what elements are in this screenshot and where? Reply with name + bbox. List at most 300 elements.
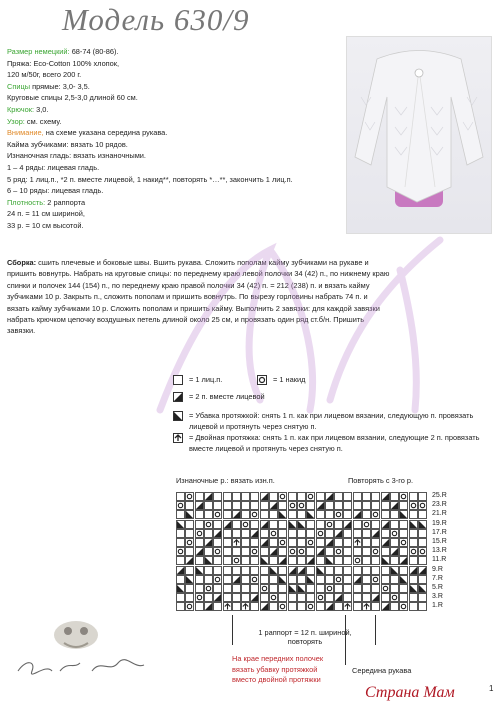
chart-cell bbox=[195, 566, 204, 575]
chart-cell bbox=[306, 566, 315, 575]
chart-cell bbox=[232, 556, 241, 565]
chart-cell bbox=[195, 538, 204, 547]
rapport-line1: 1 раппорт = 12 п. шириной, bbox=[258, 628, 352, 637]
chart-cell bbox=[213, 501, 222, 510]
chart-cell bbox=[195, 584, 204, 593]
chart-cell bbox=[269, 510, 278, 519]
chart-cell bbox=[334, 538, 343, 547]
chart-cell bbox=[371, 556, 380, 565]
chart-cell bbox=[353, 510, 362, 519]
chart-cell bbox=[343, 520, 352, 529]
chart-cell bbox=[185, 593, 194, 602]
chart-cell bbox=[353, 538, 362, 547]
chart-cell bbox=[241, 547, 250, 556]
chart-cell bbox=[334, 575, 343, 584]
pattern-label: Узор: bbox=[7, 116, 25, 126]
chart-cell bbox=[232, 593, 241, 602]
row-label: 25.R bbox=[432, 492, 447, 499]
chart-cell bbox=[418, 575, 427, 584]
chart-cell bbox=[241, 593, 250, 602]
chart-cell bbox=[334, 510, 343, 519]
chart-cell bbox=[409, 529, 418, 538]
attention-label: Внимание, bbox=[7, 128, 44, 138]
chart-cell bbox=[343, 556, 352, 565]
spec-rows1: 1 – 4 ряды: лицевая гладь. bbox=[7, 162, 100, 172]
chart-cell bbox=[176, 566, 185, 575]
chart-cell bbox=[213, 520, 222, 529]
chart-cell bbox=[362, 556, 371, 565]
chart-cell bbox=[260, 492, 269, 501]
chart-cell bbox=[343, 538, 352, 547]
chart-cell bbox=[223, 547, 232, 556]
chart-cell bbox=[288, 566, 297, 575]
chart-cell bbox=[260, 556, 269, 565]
chart-cell bbox=[325, 547, 334, 556]
chart-cell bbox=[418, 556, 427, 565]
chart-cell bbox=[176, 556, 185, 565]
knit-symbol bbox=[173, 375, 183, 385]
chart-cell bbox=[353, 566, 362, 575]
chart-cell bbox=[223, 593, 232, 602]
chart-cell bbox=[213, 538, 222, 547]
chart-cell bbox=[204, 566, 213, 575]
chart-cell bbox=[223, 501, 232, 510]
chart-cell bbox=[223, 602, 232, 611]
chart-cell bbox=[371, 492, 380, 501]
chart-cell bbox=[399, 538, 408, 547]
chart-cell bbox=[269, 501, 278, 510]
chart-cell bbox=[204, 556, 213, 565]
chart-cell bbox=[185, 602, 194, 611]
chart-cell bbox=[269, 575, 278, 584]
chart-cell bbox=[371, 593, 380, 602]
chart-cell bbox=[232, 520, 241, 529]
chart-cell bbox=[381, 501, 390, 510]
chart-cell bbox=[316, 492, 325, 501]
ssk-label: = Убавка протяжкой: снять 1 п. как при лицевом вязании, следующую п. провязать лицевой и протянуть через снятую п. bbox=[189, 411, 474, 431]
chart-cell bbox=[418, 566, 427, 575]
chart-cell bbox=[297, 602, 306, 611]
chart-cell bbox=[250, 584, 259, 593]
chart-cell bbox=[353, 556, 362, 565]
chart-cell bbox=[241, 575, 250, 584]
spec-border: Кайма зубчиками: вязать 10 рядов. bbox=[7, 139, 128, 149]
chart-cell bbox=[241, 584, 250, 593]
chart-cell bbox=[306, 547, 315, 556]
chart-cell bbox=[390, 556, 399, 565]
chart-cell bbox=[306, 584, 315, 593]
chart-cell bbox=[185, 547, 194, 556]
chart-cell bbox=[316, 520, 325, 529]
chart-cell bbox=[213, 566, 222, 575]
chart-cell bbox=[260, 538, 269, 547]
chart-cell bbox=[278, 529, 287, 538]
chart-cell bbox=[316, 547, 325, 556]
chart-cell bbox=[381, 492, 390, 501]
chart-cell bbox=[176, 520, 185, 529]
chart-cell bbox=[288, 593, 297, 602]
chart-cell bbox=[288, 538, 297, 547]
chart-cell bbox=[269, 520, 278, 529]
chart-cell bbox=[250, 593, 259, 602]
chart-cell bbox=[390, 510, 399, 519]
chart-cell bbox=[409, 602, 418, 611]
chart-cell bbox=[306, 556, 315, 565]
chart-cell bbox=[381, 538, 390, 547]
chart-cell bbox=[353, 501, 362, 510]
chart-cell bbox=[185, 556, 194, 565]
chart-cell bbox=[241, 520, 250, 529]
chart-cell bbox=[288, 584, 297, 593]
density-value: 2 раппорта bbox=[47, 197, 86, 207]
chart-cell bbox=[297, 492, 306, 501]
chart-cell bbox=[343, 529, 352, 538]
chart-cell bbox=[418, 538, 427, 547]
chart-cell bbox=[176, 547, 185, 556]
purl-rows-note: Изнаночные р.: вязать изн.п. bbox=[176, 476, 275, 485]
chart-cell bbox=[288, 556, 297, 565]
chart-cell bbox=[409, 584, 418, 593]
chart-cell bbox=[362, 501, 371, 510]
signature-logo bbox=[6, 613, 151, 683]
spec-yarn2: 120 м/50г, всего 200 г. bbox=[7, 70, 82, 80]
chart-cell bbox=[278, 602, 287, 611]
chart-cell bbox=[213, 529, 222, 538]
chart-cell bbox=[223, 566, 232, 575]
chart-cell bbox=[409, 575, 418, 584]
chart-cell bbox=[325, 492, 334, 501]
sleeve-center-label: Середина рукава bbox=[352, 666, 412, 675]
chart-cell bbox=[260, 593, 269, 602]
chart-cell bbox=[371, 584, 380, 593]
chart-cell bbox=[334, 602, 343, 611]
assembly-label: Сборка: bbox=[7, 258, 37, 267]
chart-cell bbox=[232, 547, 241, 556]
rapport-note bbox=[240, 628, 370, 646]
repeat-note: Повторять с 3-го р. bbox=[348, 476, 414, 485]
chart-cell bbox=[353, 529, 362, 538]
chart-cell bbox=[269, 602, 278, 611]
chart-cell bbox=[371, 520, 380, 529]
chart-cell bbox=[204, 510, 213, 519]
chart-cell bbox=[288, 510, 297, 519]
spec-row5: 5 ряд: 1 лиц.п., *2 п. вместе лицевой, 1 накид**, повторять *…**, закончить 1 лиц.п. bbox=[7, 174, 293, 184]
chart-cell bbox=[390, 584, 399, 593]
chart-cell bbox=[223, 492, 232, 501]
chart-cell bbox=[278, 501, 287, 510]
chart-cell bbox=[325, 529, 334, 538]
chart-cell bbox=[195, 520, 204, 529]
chart-cell bbox=[232, 538, 241, 547]
chart-cell bbox=[288, 501, 297, 510]
chart-cell bbox=[260, 566, 269, 575]
chart-cell bbox=[213, 575, 222, 584]
chart-cell bbox=[278, 547, 287, 556]
chart-cell bbox=[241, 556, 250, 565]
spec-hook bbox=[7, 104, 337, 116]
legend-k2tog bbox=[173, 392, 265, 403]
chart-cell bbox=[204, 538, 213, 547]
row-label: 9.R bbox=[432, 565, 443, 573]
chart-cell bbox=[213, 510, 222, 519]
chart-cell bbox=[390, 492, 399, 501]
chart-cell bbox=[269, 529, 278, 538]
chart-cell bbox=[409, 520, 418, 529]
chart-cell bbox=[325, 520, 334, 529]
repeat-left-line bbox=[232, 615, 233, 645]
chart-cell bbox=[334, 556, 343, 565]
chart-cell bbox=[223, 510, 232, 519]
chart-cell bbox=[316, 602, 325, 611]
spec-pattern bbox=[7, 116, 337, 128]
spec-needles bbox=[7, 81, 337, 93]
chart-cell bbox=[185, 492, 194, 501]
chart-cell bbox=[325, 538, 334, 547]
chart-cell bbox=[353, 593, 362, 602]
row-label: 5.R bbox=[432, 584, 443, 591]
spec-density bbox=[7, 197, 337, 209]
size-label: Размер немецкий: bbox=[7, 47, 70, 56]
chart-cell bbox=[204, 520, 213, 529]
chart-cell bbox=[250, 501, 259, 510]
chart-cell bbox=[241, 492, 250, 501]
chart-cell bbox=[213, 584, 222, 593]
chart-cell bbox=[204, 492, 213, 501]
chart-cell bbox=[278, 510, 287, 519]
chart-cell bbox=[381, 547, 390, 556]
chart-cell bbox=[399, 602, 408, 611]
chart-cell bbox=[316, 538, 325, 547]
chart-cell bbox=[232, 602, 241, 611]
chart-cell bbox=[297, 584, 306, 593]
chart-cell bbox=[297, 510, 306, 519]
chart-cell bbox=[185, 538, 194, 547]
chart-cell bbox=[278, 520, 287, 529]
chart-cell bbox=[390, 575, 399, 584]
pattern-value: см. схему. bbox=[26, 116, 62, 126]
chart-cell bbox=[390, 520, 399, 529]
chart-cell bbox=[353, 520, 362, 529]
chart-cell bbox=[213, 593, 222, 602]
chart-cell bbox=[306, 529, 315, 538]
chart-cell bbox=[353, 547, 362, 556]
chart-cell bbox=[185, 510, 194, 519]
chart-cell bbox=[316, 510, 325, 519]
chart-cell bbox=[306, 510, 315, 519]
chart-cell bbox=[325, 556, 334, 565]
chart-cell bbox=[343, 547, 352, 556]
model-title: Модель 630/9 bbox=[62, 2, 250, 37]
chart-cell bbox=[241, 566, 250, 575]
chart-cell bbox=[371, 547, 380, 556]
yo-label: = 1 накид bbox=[273, 375, 306, 384]
chart-cell bbox=[343, 602, 352, 611]
chart-cell bbox=[399, 520, 408, 529]
chart-cell bbox=[204, 593, 213, 602]
chart-cell bbox=[195, 492, 204, 501]
chart-cell bbox=[204, 602, 213, 611]
chart-cell bbox=[176, 584, 185, 593]
row-label: 1.R bbox=[432, 602, 443, 610]
chart-cell bbox=[306, 602, 315, 611]
chart-cell bbox=[418, 547, 427, 556]
chart-cell bbox=[176, 529, 185, 538]
chart-cell bbox=[381, 566, 390, 575]
repeat-right-line bbox=[375, 615, 376, 645]
chart-cell bbox=[409, 593, 418, 602]
chart-cell bbox=[232, 575, 241, 584]
chart-cell bbox=[232, 501, 241, 510]
chart-cell bbox=[362, 593, 371, 602]
chart-cell bbox=[195, 510, 204, 519]
chart-cell bbox=[204, 547, 213, 556]
row-label: 19.R bbox=[432, 519, 447, 527]
chart-cell bbox=[204, 575, 213, 584]
chart-cell bbox=[334, 492, 343, 501]
chart-cell bbox=[176, 501, 185, 510]
chart-cell bbox=[390, 538, 399, 547]
chart-cell bbox=[316, 584, 325, 593]
chart-cell bbox=[241, 538, 250, 547]
chart-cell bbox=[306, 538, 315, 547]
chart-cell bbox=[409, 501, 418, 510]
chart-cell bbox=[306, 575, 315, 584]
chart-cell bbox=[269, 566, 278, 575]
chart-cell bbox=[241, 501, 250, 510]
brand-logo: Страна Мам bbox=[365, 684, 455, 701]
chart-cell bbox=[306, 501, 315, 510]
chart-cell bbox=[195, 575, 204, 584]
spec-yarn: Пряжа: Eco-Cotton 100% хлопок, bbox=[7, 58, 120, 68]
chart-cell bbox=[213, 547, 222, 556]
legend-ssk bbox=[173, 411, 489, 432]
k2tog-label: = 2 п. вместе лицевой bbox=[189, 392, 265, 401]
chart-cell bbox=[260, 575, 269, 584]
row-label: 13.R bbox=[432, 547, 447, 555]
chart-cell bbox=[232, 492, 241, 501]
attention-value: на схеме указана середина рукава. bbox=[45, 128, 168, 138]
chart-cell bbox=[232, 510, 241, 519]
chart-cell bbox=[325, 501, 334, 510]
chart-cell bbox=[371, 529, 380, 538]
chart-cell bbox=[278, 593, 287, 602]
chart-cell bbox=[195, 501, 204, 510]
chart-cell bbox=[371, 602, 380, 611]
chart-cell bbox=[343, 501, 352, 510]
chart-cell bbox=[343, 492, 352, 501]
chart-cell bbox=[390, 529, 399, 538]
chart-cell bbox=[278, 566, 287, 575]
chart-cell bbox=[176, 492, 185, 501]
chart-cell bbox=[399, 556, 408, 565]
chart-cell bbox=[343, 575, 352, 584]
hook-label: Крючок: bbox=[7, 104, 35, 114]
chart-cell bbox=[288, 492, 297, 501]
k2tog-symbol bbox=[173, 392, 183, 402]
chart-cell bbox=[418, 593, 427, 602]
chart-cell bbox=[334, 593, 343, 602]
chart-cell bbox=[418, 520, 427, 529]
chart-cell bbox=[381, 584, 390, 593]
chart-cell bbox=[250, 538, 259, 547]
double-dec-symbol bbox=[173, 433, 183, 443]
chart-cell bbox=[316, 566, 325, 575]
chart-cell bbox=[362, 529, 371, 538]
chart-cell bbox=[288, 529, 297, 538]
chart-cell bbox=[195, 602, 204, 611]
chart-cell bbox=[223, 529, 232, 538]
chart-cell bbox=[390, 547, 399, 556]
chart-cell bbox=[185, 520, 194, 529]
chart-cell bbox=[343, 566, 352, 575]
chart-cell bbox=[362, 547, 371, 556]
chart-cell bbox=[232, 566, 241, 575]
chart-cell bbox=[241, 529, 250, 538]
row-label: 17.R bbox=[432, 528, 447, 536]
chart-cell bbox=[278, 575, 287, 584]
assembly-block bbox=[7, 257, 391, 337]
chart-cell bbox=[250, 492, 259, 501]
chart-cell bbox=[297, 520, 306, 529]
row-label: 15.R bbox=[432, 538, 447, 545]
chart-cell bbox=[325, 575, 334, 584]
chart-cell bbox=[250, 547, 259, 556]
chart-cell bbox=[325, 510, 334, 519]
chart-cell bbox=[316, 556, 325, 565]
chart-cell bbox=[399, 492, 408, 501]
chart-cell bbox=[353, 602, 362, 611]
chart-cell bbox=[381, 510, 390, 519]
chart-cell bbox=[195, 593, 204, 602]
chart-cell bbox=[297, 566, 306, 575]
chart-cell bbox=[250, 556, 259, 565]
chart-cell bbox=[316, 529, 325, 538]
chart-cell bbox=[362, 575, 371, 584]
chart-cell bbox=[381, 575, 390, 584]
chart-cell bbox=[399, 510, 408, 519]
chart-cell bbox=[362, 584, 371, 593]
chart-cell bbox=[195, 529, 204, 538]
chart-cell bbox=[418, 584, 427, 593]
chart-cell bbox=[213, 602, 222, 611]
chart-cell bbox=[353, 575, 362, 584]
chart-cell bbox=[232, 584, 241, 593]
chart-cell bbox=[185, 575, 194, 584]
chart-cell bbox=[260, 510, 269, 519]
chart-cell bbox=[334, 547, 343, 556]
chart-cell bbox=[362, 538, 371, 547]
chart-cell bbox=[325, 593, 334, 602]
chart-cell bbox=[250, 602, 259, 611]
chart-cell bbox=[260, 584, 269, 593]
knit-label: = 1 лиц.п. bbox=[189, 375, 223, 384]
spec-purl: Изнаночная гладь: вязать изнаночными. bbox=[7, 151, 146, 161]
chart-cell bbox=[176, 510, 185, 519]
chart-cell bbox=[362, 520, 371, 529]
chart-cell bbox=[278, 492, 287, 501]
row-label: 11.R bbox=[432, 556, 447, 564]
chart-cell bbox=[260, 520, 269, 529]
chart-cell bbox=[306, 492, 315, 501]
rapport-line2: повторять bbox=[287, 637, 323, 646]
chart-cell bbox=[399, 566, 408, 575]
chart-cell bbox=[223, 575, 232, 584]
chart-cell bbox=[213, 556, 222, 565]
chart-cell bbox=[371, 510, 380, 519]
chart-cell bbox=[176, 538, 185, 547]
chart-cell bbox=[306, 520, 315, 529]
chart-cell bbox=[250, 566, 259, 575]
